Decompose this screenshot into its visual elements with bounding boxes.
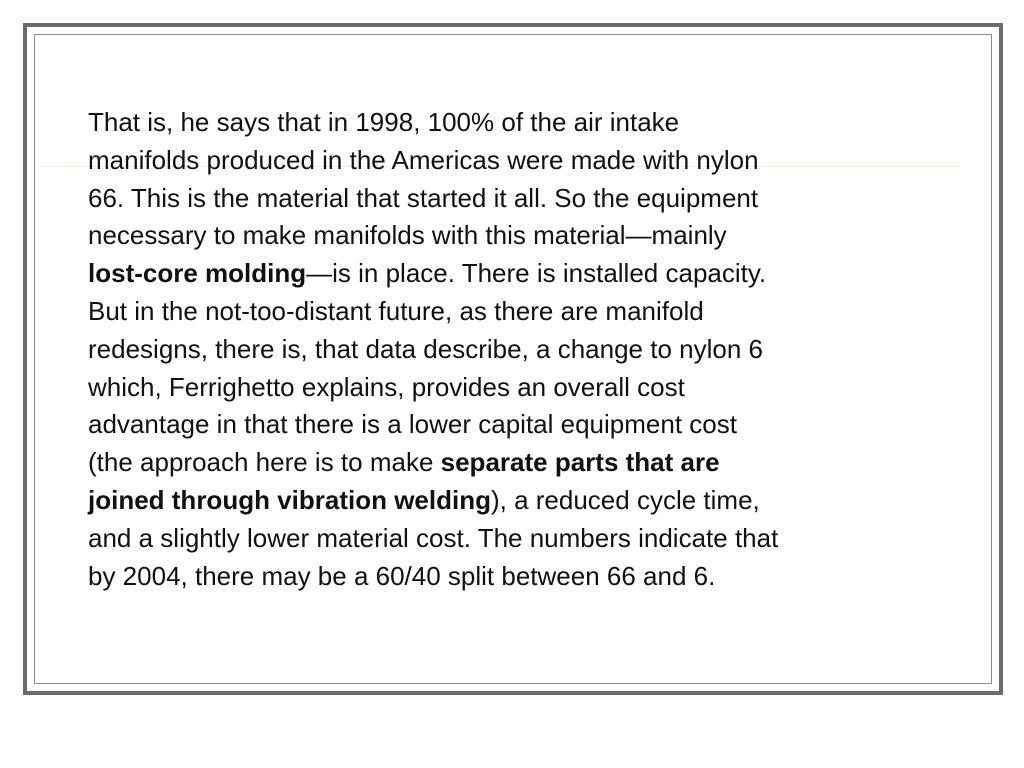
text-segment: —is in place. There is installed capacity.	[306, 258, 767, 289]
body-paragraph	[88, 104, 938, 595]
text-segment: which, Ferrighetto explains, provides an overall cost	[88, 371, 685, 402]
text-line	[88, 334, 763, 364]
text-line	[88, 372, 685, 402]
bold-term-vibration-welding: joined through vibration welding	[88, 484, 491, 515]
text-segment: ), a reduced cycle time,	[490, 484, 760, 515]
text-segment: But in the not-too-distant future, as there are manifold	[88, 295, 704, 326]
text-line	[88, 258, 766, 288]
text-line	[88, 296, 704, 326]
text-line	[88, 409, 737, 439]
bold-term-separate-parts: separate parts that are	[440, 447, 720, 478]
text-line	[88, 485, 760, 515]
text-segment: (the approach here is to make	[88, 447, 441, 478]
text-segment: necessary to make manifolds with this material—mainly	[88, 220, 727, 251]
text-line	[88, 523, 778, 553]
bold-term-lost-core-molding: lost-core molding	[88, 258, 307, 289]
text-segment: advantage in that there is a lower capital equipment cost	[88, 409, 737, 440]
text-line	[88, 145, 759, 175]
text-line	[88, 561, 715, 591]
text-segment: 66. This is the material that started it all. So the equipment	[88, 182, 759, 213]
text-line	[88, 447, 720, 477]
text-line	[88, 107, 679, 137]
text-segment: and a slightly lower material cost. The numbers indicate that	[88, 522, 779, 553]
text-line	[88, 220, 727, 250]
text-segment: by 2004, there may be a 60/40 split between 66 and 6.	[88, 560, 716, 591]
text-line	[88, 183, 758, 213]
text-segment: redesigns, there is, that data describe, a change to nylon 6	[88, 333, 763, 364]
text-segment: That is, he says that in 1998, 100% of the air intake	[88, 107, 680, 137]
text-segment: manifolds produced in the Americas were made with nylon	[88, 144, 759, 175]
